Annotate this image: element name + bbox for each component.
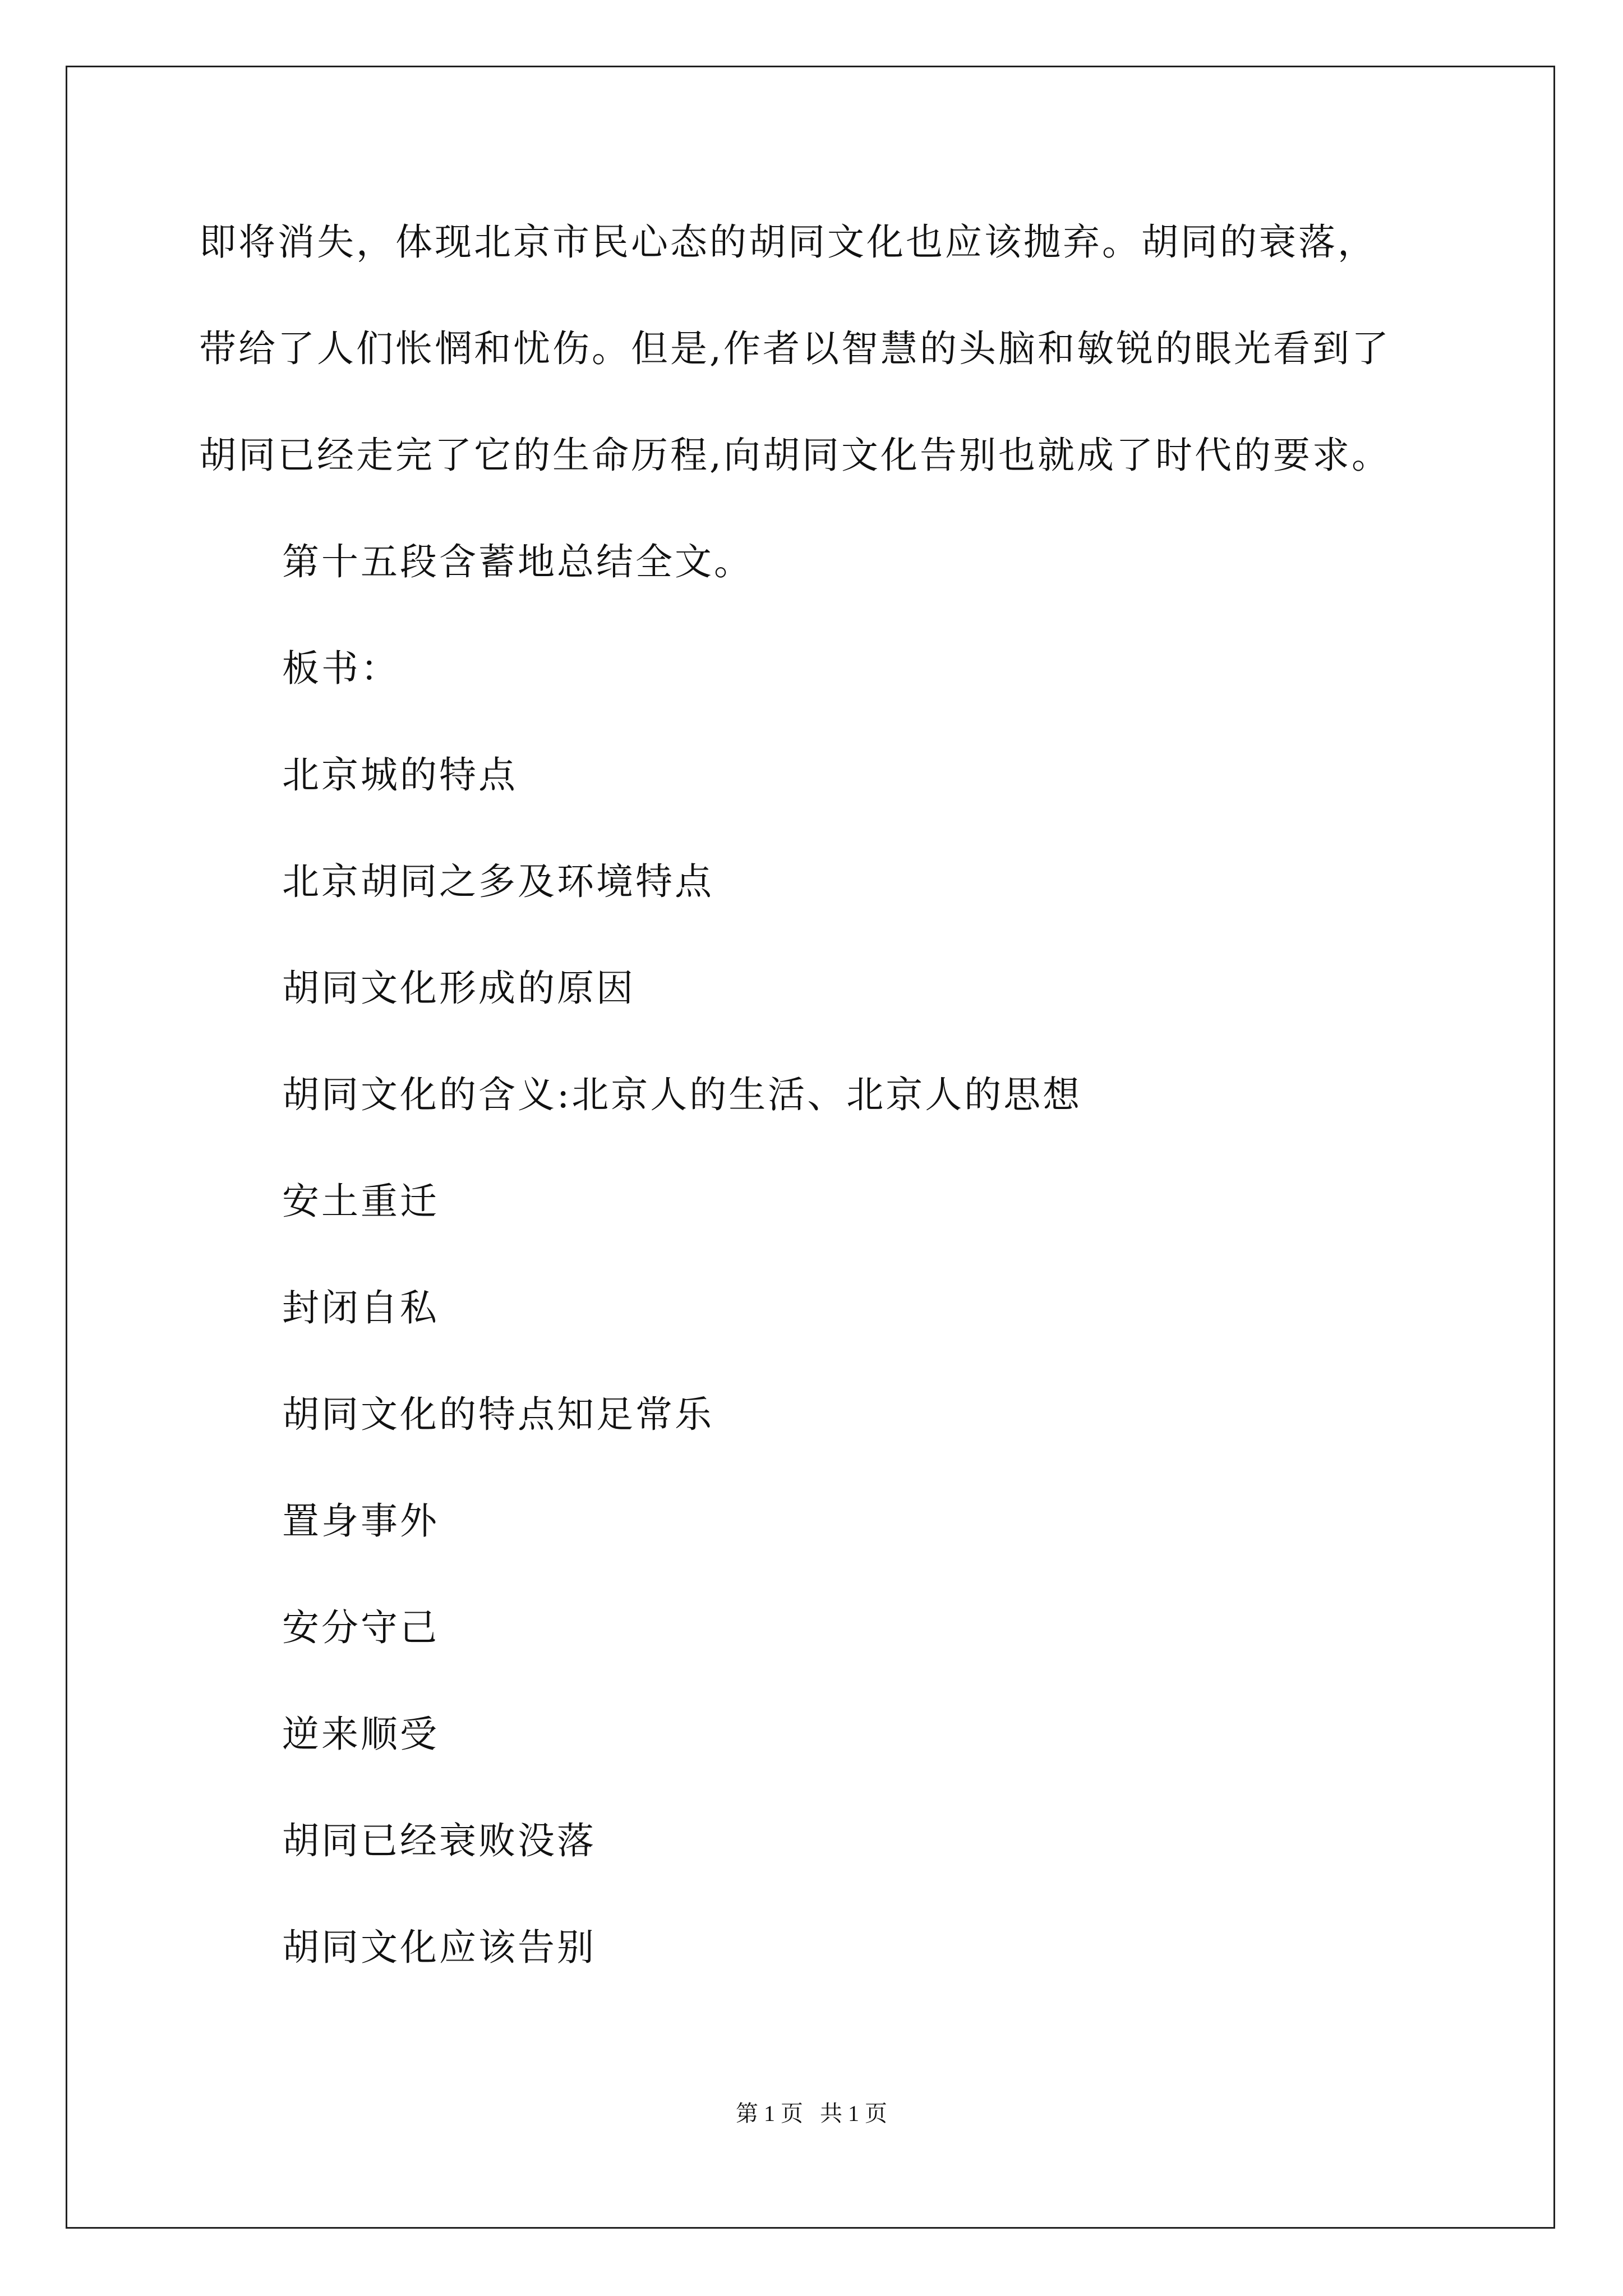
summary-line: 第十五段含蓄地总结全文。 xyxy=(282,540,753,583)
board-item: 北京胡同之多及环境特点 xyxy=(282,860,714,903)
paragraph-line: 即将消失，体现北京市民心态的胡同文化也应该抛弃。胡同的衰落， xyxy=(199,220,1377,264)
board-item: 胡同文化的含义:北京人的生活、北京人的思想 xyxy=(282,1073,1082,1116)
paragraph-line: 带给了人们怅惘和忧伤。但是,作者以智慧的头脑和敏锐的眼光看到了 xyxy=(199,327,1391,370)
board-item: 逆来顺受 xyxy=(282,1713,439,1756)
board-item: 置身事外 xyxy=(282,1499,439,1543)
board-item: 胡同已经衰败没落 xyxy=(282,1819,596,1862)
board-heading: 板书： xyxy=(282,647,400,690)
page-footer: 第 1 页 共 1 页 xyxy=(736,2101,887,2126)
board-item: 安土重迁 xyxy=(282,1180,439,1223)
page-border xyxy=(66,66,1555,2229)
board-item: 安分守己 xyxy=(282,1606,439,1649)
paragraph-line: 胡同已经走完了它的生命历程,向胡同文化告别也就成了时代的要求。 xyxy=(199,434,1391,477)
board-item: 胡同文化形成的原因 xyxy=(282,967,635,1010)
board-item: 胡同文化的特点知足常乐 xyxy=(282,1393,714,1436)
board-item: 北京城的特点 xyxy=(282,753,518,797)
board-item: 封闭自私 xyxy=(282,1286,439,1329)
board-item: 胡同文化应该告别 xyxy=(282,1926,596,1969)
